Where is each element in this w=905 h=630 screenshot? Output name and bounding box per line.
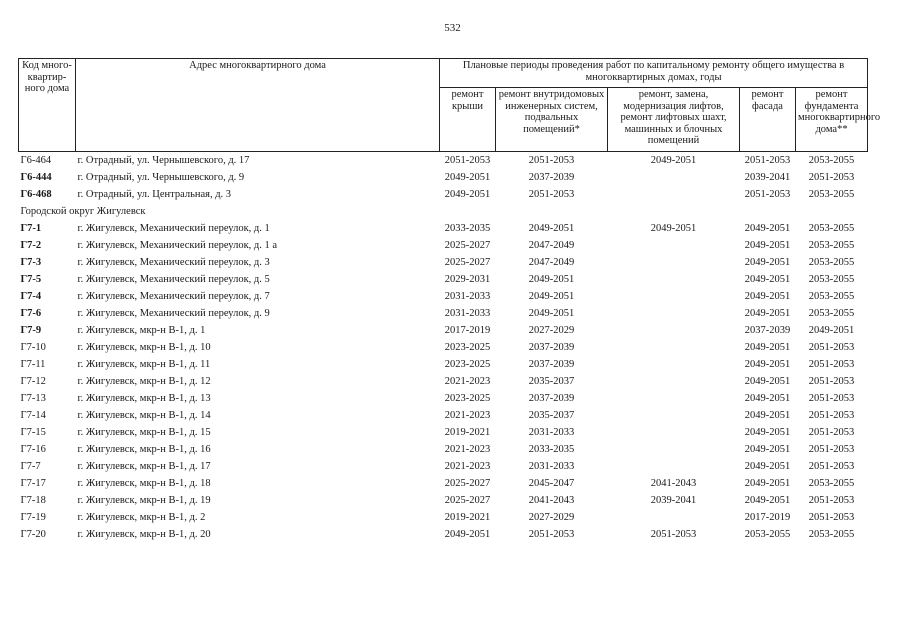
cell-lifts [608,169,740,186]
cell-engineering: 2027-2029 [528,325,575,336]
cell-foundation: 2051-2053 [808,427,855,438]
cell-address: г. Жигулевск, мкр-н В-1, д. 11 [77,359,211,370]
cell-engineering: 2037-2039 [528,359,575,370]
cell-address: г. Жигулевск, мкр-н В-1, д. 14 [77,410,211,421]
table-row [19,526,868,543]
cell-code: Г7-1 [20,223,42,234]
cell-engineering: 2035-2037 [528,376,575,387]
table-row [19,373,868,390]
cell-engineering: 2049-2051 [528,291,575,302]
cell-roof: 2049-2051 [444,172,491,183]
cell-lifts [608,339,740,356]
cell-address: г. Жигулевск, мкр-н В-1, д. 12 [77,376,211,387]
cell-code: Г6-468 [20,189,52,200]
cell-lifts [608,441,740,458]
cell-roof: 2025-2027 [444,240,491,251]
cell-foundation: 2051-2053 [808,376,855,387]
cell-foundation: 2049-2051 [808,325,855,336]
cell-roof: 2021-2023 [444,444,491,455]
cell-roof: 2023-2025 [444,342,491,353]
cell-foundation: 2053-2055 [808,189,855,200]
cell-code: Г7-14 [20,410,46,421]
cell-lifts [608,271,740,288]
cell-engineering: 2051-2053 [528,529,575,540]
table-row [19,356,868,373]
header-foundation: ремонт фундамента многоквартирного дома** [796,88,868,152]
cell-lifts [608,186,740,203]
cell-lifts [608,356,740,373]
cell-engineering: 2047-2049 [528,257,575,268]
cell-lifts: 2039-2041 [650,495,697,506]
cell-facade: 2049-2051 [744,376,791,387]
cell-foundation: 2053-2055 [808,155,855,166]
cell-code: Г7-3 [20,257,42,268]
cell-address: г. Жигулевск, Механический переулок, д. 9 [77,308,270,319]
cell-engineering: 2049-2051 [528,308,575,319]
header-engineering: ремонт внутридомовых инженерных систем, подвальных помещений* [496,88,608,152]
cell-facade: 2039-2041 [744,172,791,183]
cell-code: Г6-464 [20,155,52,166]
cell-address: г. Жигулевск, Механический переулок, д. 7 [77,291,270,302]
header-lifts: ремонт, замена, модернизация лифтов, ремонт лифтовых шахт, машинных и блочных помещений [608,88,740,152]
table-row [19,322,868,339]
cell-roof: 2017-2019 [444,325,491,336]
header-roof: ремонт крыши [440,88,496,152]
cell-facade: 2049-2051 [744,478,791,489]
cell-roof: 2019-2021 [444,512,491,523]
cell-foundation: 2051-2053 [808,393,855,404]
cell-address: г. Жигулевск, мкр-н В-1, д. 10 [77,342,211,353]
table-row [19,509,868,526]
cell-engineering: 2049-2051 [528,274,575,285]
cell-facade: 2049-2051 [744,291,791,302]
cell-roof: 2023-2025 [444,393,491,404]
cell-foundation: 2053-2055 [808,478,855,489]
cell-lifts: 2049-2051 [650,223,697,234]
cell-code: Г7-10 [20,342,46,353]
cell-roof: 2049-2051 [444,189,491,200]
cell-foundation: 2051-2053 [808,495,855,506]
table-row [19,339,868,356]
cell-lifts [608,322,740,339]
cell-code: Г7-11 [20,359,46,370]
cell-code: Г7-19 [20,512,46,523]
cell-facade: 2049-2051 [744,308,791,319]
cell-facade: 2049-2051 [744,461,791,472]
header-periods: Плановые периоды проведения работ по капитальному ремонту общего имущества в многоквартирных домах, годы [440,59,868,88]
cell-lifts [608,254,740,271]
cell-facade: 2049-2051 [744,274,791,285]
cell-foundation: 2053-2055 [808,257,855,268]
table-row [19,237,868,254]
cell-lifts [608,305,740,322]
table-row [19,407,868,424]
cell-lifts: 2051-2053 [650,529,697,540]
cell-facade: 2049-2051 [744,427,791,438]
cell-lifts: 2049-2051 [650,155,697,166]
cell-code: Г7-16 [20,444,46,455]
cell-foundation: 2051-2053 [808,512,855,523]
cell-address: г. Жигулевск, Механический переулок, д. 3 [77,257,270,268]
table-row [19,424,868,441]
table-row [19,169,868,186]
cell-address: г. Жигулевск, мкр-н В-1, д. 13 [77,393,211,404]
cell-facade: 2049-2051 [744,444,791,455]
cell-facade: 2017-2019 [744,512,791,523]
cell-facade: 2049-2051 [744,393,791,404]
cell-address: г. Отрадный, ул. Чернышевского, д. 9 [77,172,245,183]
cell-facade: 2051-2053 [744,155,791,166]
cell-roof: 2049-2051 [444,529,491,540]
table-row [19,254,868,271]
cell-engineering: 2051-2053 [528,155,575,166]
cell-roof: 2051-2053 [444,155,491,166]
cell-roof: 2031-2033 [444,291,491,302]
table-row [19,271,868,288]
cell-address: г. Жигулевск, мкр-н В-1, д. 19 [77,495,211,506]
cell-facade: 2049-2051 [744,342,791,353]
cell-address: г. Жигулевск, Механический переулок, д. 1 а [77,240,278,251]
cell-facade: 2051-2053 [744,189,791,200]
cell-roof: 2023-2025 [444,359,491,370]
cell-address: г. Жигулевск, Механический переулок, д. 1 [77,223,270,234]
cell-engineering: 2041-2043 [528,495,575,506]
cell-foundation: 2051-2053 [808,342,855,353]
cell-engineering: 2027-2029 [528,512,575,523]
cell-facade: 2049-2051 [744,410,791,421]
header-code: Код много-квартир-ного дома [19,59,76,152]
cell-foundation: 2053-2055 [808,274,855,285]
cell-code: Г7-9 [20,325,42,336]
cell-lifts [608,373,740,390]
cell-code: Г7-15 [20,427,46,438]
cell-foundation: 2053-2055 [808,223,855,234]
table-header [19,59,881,152]
cell-facade: 2049-2051 [744,495,791,506]
cell-facade: 2049-2051 [744,240,791,251]
cell-address: г. Жигулевск, мкр-н В-1, д. 2 [77,512,206,523]
cell-lifts: 2041-2043 [650,478,697,489]
cell-foundation: 2053-2055 [808,291,855,302]
cell-lifts [608,288,740,305]
cell-engineering: 2035-2037 [528,410,575,421]
cell-facade: 2037-2039 [744,325,791,336]
cell-foundation: 2053-2055 [808,529,855,540]
cell-roof: 2025-2027 [444,257,491,268]
cell-lifts [608,424,740,441]
cell-code: Г7-12 [20,376,46,387]
table-row [19,492,868,509]
cell-foundation: 2051-2053 [808,410,855,421]
cell-roof: 2031-2033 [444,308,491,319]
table-body [19,152,868,544]
cell-roof: 2021-2023 [444,410,491,421]
cell-code: Г7-5 [20,274,42,285]
capital-repair-schedule-table [18,58,881,543]
cell-address: г. Жигулевск, мкр-н В-1, д. 18 [77,478,211,489]
cell-code: Г7-7 [20,461,41,472]
cell-facade: 2049-2051 [744,257,791,268]
cell-roof: 2021-2023 [444,376,491,387]
table-row [19,220,868,237]
section-row [19,203,868,220]
table-row [19,152,868,170]
cell-engineering: 2037-2039 [528,172,575,183]
table-row [19,390,868,407]
cell-engineering: 2045-2047 [528,478,575,489]
cell-engineering: 2031-2033 [528,427,575,438]
cell-engineering: 2047-2049 [528,240,575,251]
table-row [19,441,868,458]
cell-foundation: 2051-2053 [808,359,855,370]
cell-engineering: 2033-2035 [528,444,575,455]
cell-engineering: 2031-2033 [528,461,575,472]
table-row [19,305,868,322]
table-row [19,458,868,475]
cell-address: г. Жигулевск, Механический переулок, д. 5 [77,274,270,285]
cell-foundation: 2053-2055 [808,240,855,251]
cell-address: г. Жигулевск, мкр-н В-1, д. 1 [77,325,206,336]
cell-engineering: 2037-2039 [528,342,575,353]
cell-address: г. Жигулевск, мкр-н В-1, д. 15 [77,427,211,438]
cell-address: г. Жигулевск, мкр-н В-1, д. 17 [77,461,211,472]
cell-address: г. Отрадный, ул. Чернышевского, д. 17 [77,155,250,166]
cell-lifts [608,390,740,407]
cell-facade: 2053-2055 [744,529,791,540]
cell-roof: 2029-2031 [444,274,491,285]
cell-code: Г7-13 [20,393,46,404]
section-label: Городской округ Жигулевск [20,206,146,217]
cell-address: г. Жигулевск, мкр-н В-1, д. 16 [77,444,211,455]
cell-engineering: 2049-2051 [528,223,575,234]
cell-lifts [608,509,740,526]
cell-roof: 2021-2023 [444,461,491,472]
cell-code: Г7-18 [20,495,46,506]
table-row [19,288,868,305]
page-number: 532 [444,22,461,34]
cell-code: Г7-4 [20,291,42,302]
table-row [19,475,868,492]
cell-facade: 2049-2051 [744,359,791,370]
cell-engineering: 2051-2053 [528,189,575,200]
cell-roof: 2033-2035 [444,223,491,234]
cell-roof: 2025-2027 [444,478,491,489]
cell-foundation: 2053-2055 [808,308,855,319]
cell-lifts [608,458,740,475]
cell-code: Г6-444 [20,172,52,183]
cell-roof: 2025-2027 [444,495,491,506]
cell-address: г. Жигулевск, мкр-н В-1, д. 20 [77,529,211,540]
cell-foundation: 2051-2053 [808,461,855,472]
header-facade: ремонт фасада [740,88,796,152]
cell-code: Г7-6 [20,308,42,319]
cell-lifts [608,407,740,424]
cell-roof: 2019-2021 [444,427,491,438]
cell-engineering: 2037-2039 [528,393,575,404]
header-address: Адрес многоквартирного дома [76,59,440,152]
cell-address: г. Отрадный, ул. Центральная, д. 3 [77,189,232,200]
cell-code: Г7-17 [20,478,46,489]
cell-facade: 2049-2051 [744,223,791,234]
cell-foundation: 2051-2053 [808,444,855,455]
cell-code: Г7-2 [20,240,42,251]
cell-code: Г7-20 [20,529,46,540]
cell-lifts [608,237,740,254]
cell-foundation: 2051-2053 [808,172,855,183]
table-row [19,186,868,203]
